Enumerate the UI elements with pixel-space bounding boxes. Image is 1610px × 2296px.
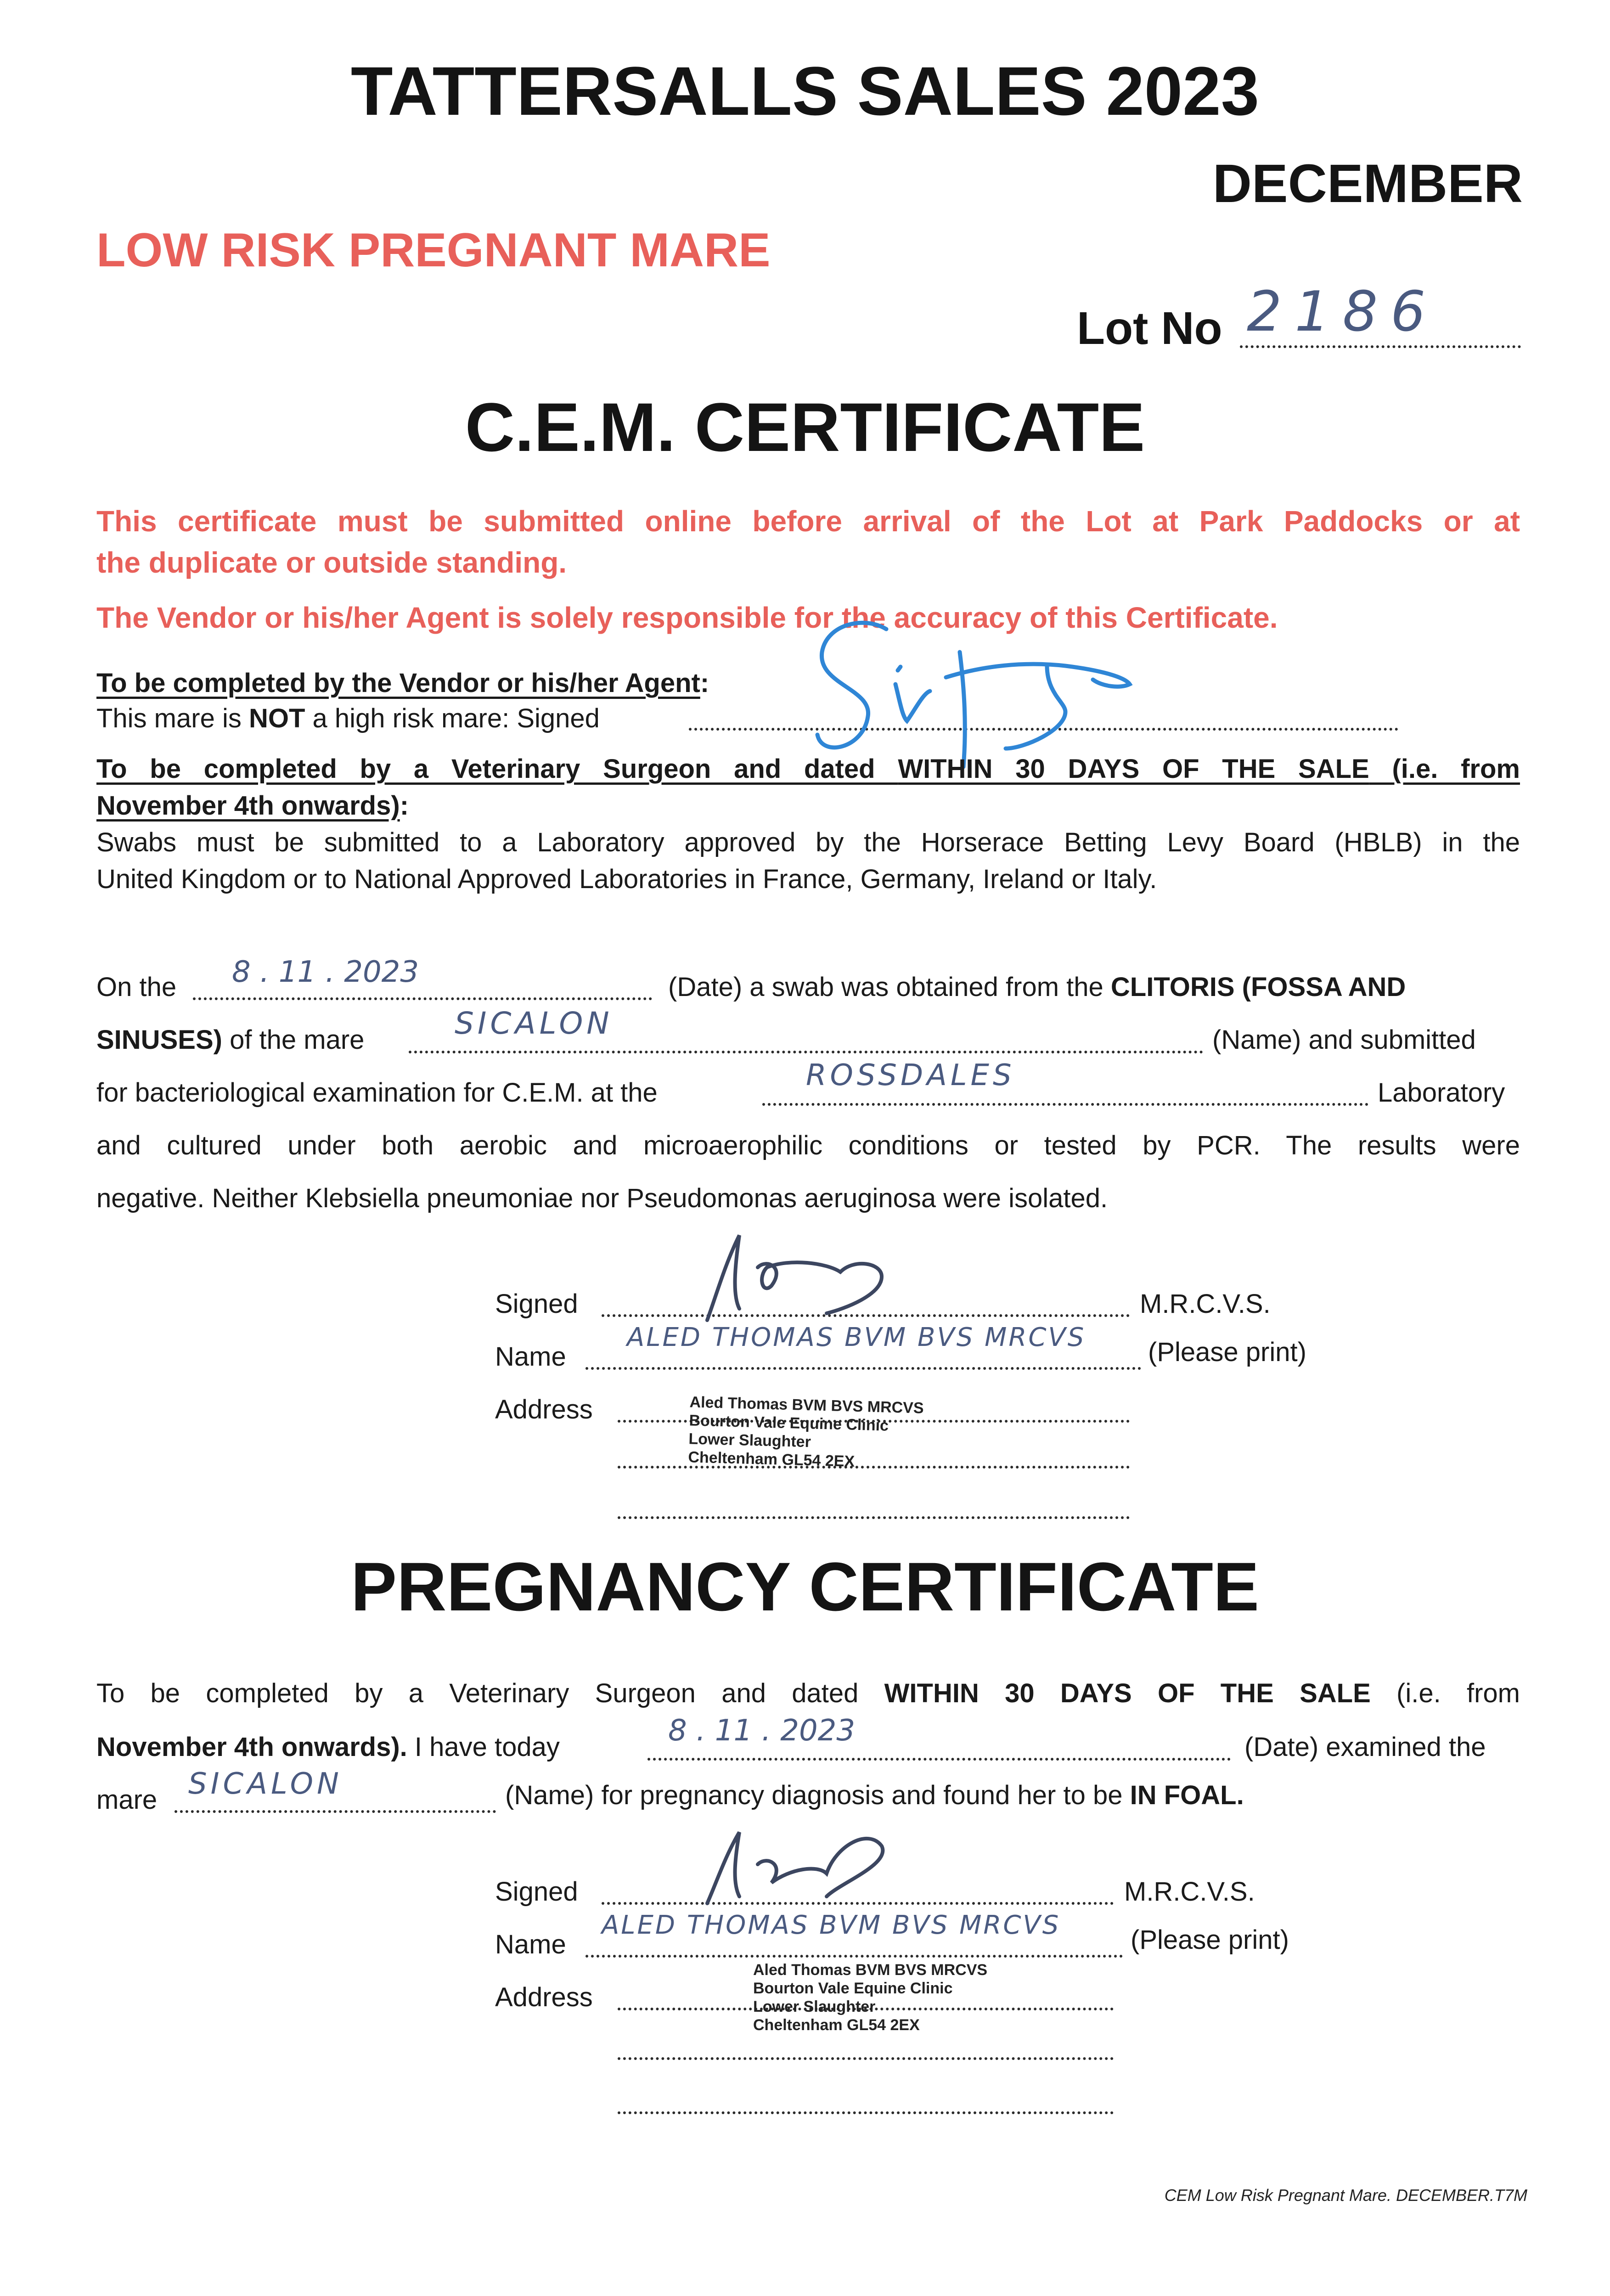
clitoris-text: CLITORIS (FOSSA AND	[1110, 972, 1406, 1002]
cultured-line: and cultured under both aerobic and microaerophilic conditions or tested by PCR. The results were	[96, 1131, 1520, 1160]
vendor-text: This mare is	[96, 703, 249, 733]
vendor-signature	[808, 597, 1203, 771]
stamp-line: Lower Slaughter	[688, 1430, 811, 1451]
sinuses-text: SINUSES)	[96, 1025, 222, 1055]
vendor-heading-colon: :	[700, 668, 709, 698]
pregnancy-mare-name: SICALON	[188, 1767, 343, 1801]
pregnancy-please-print: (Please print)	[1131, 1925, 1289, 1955]
pregnancy-address-line-2	[618, 2057, 1114, 2060]
vendor-signed-label: a high risk mare: Signed	[305, 703, 600, 733]
mare-name-line	[409, 1051, 1203, 1053]
stamp-line: Aled Thomas BVM BVS MRCVS	[689, 1393, 924, 1417]
cem-vet-signature	[689, 1217, 928, 1327]
cem-name-line	[585, 1367, 1141, 1370]
swab-date-line	[193, 997, 652, 1000]
vet-heading-date: November 4th onwards)	[96, 791, 400, 821]
cem-notice-line-2: the duplicate or outside standing.	[96, 546, 567, 579]
footer-code: CEM Low Risk Pregnant Mare. DECEMBER.T7M	[1164, 2186, 1527, 2205]
pregnancy-line-2	[96, 1729, 560, 1766]
pregnancy-intro	[96, 1675, 1520, 1712]
statement-date-label	[668, 969, 1406, 1006]
lot-number-line	[1240, 345, 1521, 348]
vet-heading-pre: To be completed by a Veterinary Surgeon and dated	[96, 754, 898, 784]
cem-please-print: (Please print)	[1148, 1337, 1306, 1367]
pregnancy-date-label: (Date) examined the	[1244, 1732, 1486, 1762]
statement-on-the: On the	[96, 972, 177, 1002]
pregnancy-diagnosis	[505, 1777, 1244, 1814]
pregnancy-november: November 4th onwards).	[96, 1732, 407, 1762]
pregnancy-intro-pre: To be completed by a Veterinary Surgeon and dated	[96, 1678, 884, 1708]
vendor-not: NOT	[248, 703, 305, 733]
lot-label: Lot No	[1077, 303, 1222, 354]
for-exam-text: for bacteriological examination for C.E.M. at the	[96, 1078, 658, 1108]
swab-date-label: (Date) a swab was obtained from the	[668, 972, 1111, 1002]
pregnancy-heading: PREGNANCY CERTIFICATE	[351, 1548, 1259, 1625]
vendor-heading-text: To be completed by the Vendor or his/her Agent	[96, 668, 700, 698]
cem-name-label: Name	[495, 1342, 566, 1372]
cem-address-label: Address	[495, 1395, 593, 1424]
stamp-line: Bourton Vale Equine Clinic	[689, 1412, 889, 1435]
cem-mrcvs: M.R.C.V.S.	[1140, 1289, 1271, 1319]
pregnancy-name-line	[585, 1955, 1123, 1958]
vendor-heading	[96, 665, 709, 702]
pregnancy-mare-label: mare	[96, 1785, 158, 1815]
cem-notice-line-1: This certificate must be submitted online before arrival of the Lot at Park Paddocks or at	[96, 505, 1520, 538]
pregnancy-address-stamp	[753, 1961, 987, 2034]
vendor-declaration	[96, 700, 600, 737]
document-title: TATTERSALLS SALES 2023	[350, 52, 1260, 129]
cem-address-line-3	[618, 1516, 1130, 1519]
stamp-line: Lower Slaughter	[753, 1998, 876, 2015]
vet-heading-colon: :	[400, 791, 409, 821]
cem-heading: C.E.M. CERTIFICATE	[465, 388, 1145, 466]
diagnosis-text: (Name) for pregnancy diagnosis and found her to be	[505, 1780, 1130, 1810]
pregnancy-date: 8 . 11 . 2023	[668, 1714, 856, 1748]
pregnancy-signed-label: Signed	[495, 1877, 578, 1907]
in-foal-text: IN FOAL.	[1130, 1780, 1244, 1810]
laboratory-label: Laboratory	[1378, 1078, 1505, 1108]
pregnancy-mare-line	[175, 1810, 496, 1813]
pregnancy-intro-post: (i.e. from	[1370, 1678, 1520, 1708]
stamp-line: Bourton Vale Equine Clinic	[753, 1980, 953, 1997]
lot-number: 2186	[1247, 280, 1439, 344]
pregnancy-address-line-3	[618, 2111, 1114, 2114]
cem-signed-label: Signed	[495, 1289, 578, 1319]
pregnancy-within-30-days: WITHIN 30 DAYS OF THE SALE	[884, 1678, 1371, 1708]
stamp-line: Cheltenham GL54 2EX	[753, 2016, 920, 2034]
responsibility-notice: The Vendor or his/her Agent is solely responsible for the accuracy of this Certificate.	[96, 601, 1278, 634]
pregnancy-line-1	[96, 1675, 1520, 1712]
swabs-notice	[96, 824, 1520, 898]
cem-vet-name: ALED THOMAS BVM BVS MRCVS	[627, 1322, 1086, 1352]
cem-notice	[96, 501, 1520, 583]
pregnancy-address-label: Address	[495, 1982, 593, 2012]
pregnancy-mrcvs: M.R.C.V.S.	[1124, 1877, 1255, 1907]
pregnancy-date-line	[647, 1758, 1231, 1761]
vet-heading-line-1	[96, 751, 1520, 788]
pregnancy-name-label: Name	[495, 1930, 566, 1959]
sale-month: DECEMBER	[1212, 153, 1523, 214]
vet-heading-post: (i.e. from	[1369, 754, 1520, 784]
cultured-text	[96, 1127, 1520, 1164]
cem-address-stamp	[688, 1393, 924, 1472]
swabs-line-1: Swabs must be submitted to a Laboratory approved by the Horserace Betting Levy Board (HBLB) in the	[96, 827, 1520, 857]
pregnancy-vet-signature	[689, 1818, 928, 1910]
vet-heading-line-2	[96, 788, 1520, 824]
stamp-line: Cheltenham GL54 2EX	[688, 1448, 855, 1470]
swabs-line-2: United Kingdom or to National Approved Laboratories in France, Germany, Ireland or Italy.	[96, 864, 1157, 894]
of-the-mare: of the mare	[222, 1025, 365, 1055]
cem-mare-name: SICALON	[455, 1006, 613, 1041]
laboratory-name: ROSSDALES	[806, 1058, 1015, 1092]
pregnancy-today: I have today	[407, 1732, 560, 1762]
name-and-submitted: (Name) and submitted	[1212, 1025, 1476, 1055]
category-label: LOW RISK PREGNANT MARE	[96, 224, 771, 277]
laboratory-line	[762, 1103, 1368, 1106]
swab-date: 8 . 11 . 2023	[232, 955, 419, 989]
statement-line-2	[96, 1022, 364, 1058]
vet-heading	[96, 751, 1520, 824]
negative-text: negative. Neither Klebsiella pneumoniae nor Pseudomonas aeruginosa were isolated.	[96, 1183, 1108, 1213]
vet-heading-bold: WITHIN 30 DAYS OF THE SALE	[898, 754, 1369, 784]
pregnancy-vet-name: ALED THOMAS BVM BVS MRCVS	[602, 1910, 1061, 1940]
stamp-line: Aled Thomas BVM BVS MRCVS	[753, 1961, 988, 1979]
